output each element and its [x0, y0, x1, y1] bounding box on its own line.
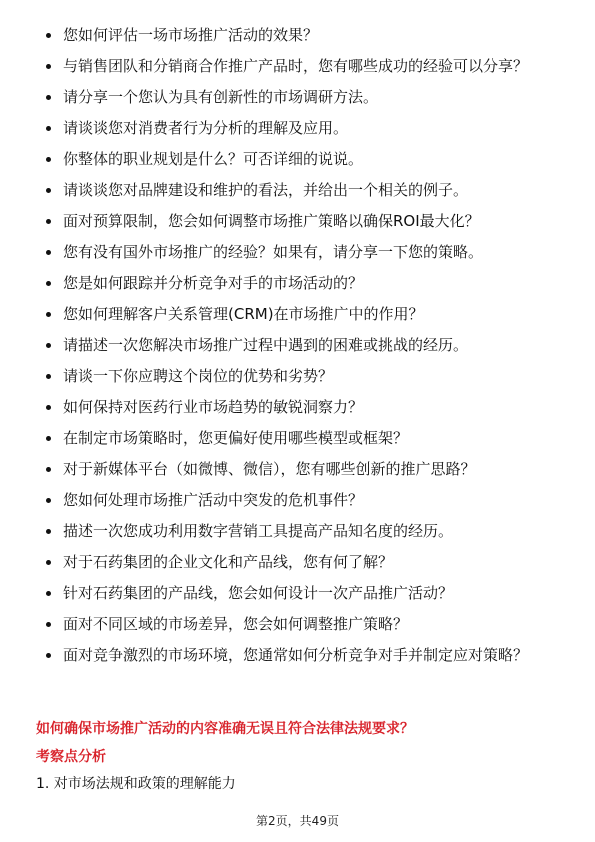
list-item	[0, 427, 595, 450]
bullet-icon	[46, 250, 51, 255]
bullet-icon	[46, 622, 51, 627]
bullet-icon	[46, 312, 51, 317]
list-item-text: 你整体的职业规划是什么？可否详细的说说。	[63, 150, 364, 168]
list-item-text: 您如何处理市场推广活动中突发的危机事件？	[63, 491, 364, 509]
bullet-icon	[46, 157, 51, 162]
list-item-text: 请谈谈您对品牌建设和维护的看法，并给出一个相关的例子。	[63, 181, 469, 199]
list-item	[0, 210, 595, 233]
list-item	[0, 551, 595, 574]
bullet-icon	[46, 374, 51, 379]
bullet-icon	[46, 467, 51, 472]
list-item	[0, 303, 595, 326]
list-item	[0, 520, 595, 543]
list-item-text: 请描述一次您解决市场推广过程中遇到的困难或挑战的经历。	[63, 336, 469, 354]
list-item-text: 面对竞争激烈的市场环境，您通常如何分析竞争对手并制定应对策略？	[63, 646, 529, 664]
list-item	[0, 179, 595, 202]
list-item-text: 您有没有国外市场推广的经验？如果有，请分享一下您的策略。	[63, 243, 484, 261]
list-item-text: 在制定市场策略时，您更偏好使用哪些模型或框架？	[63, 429, 409, 447]
bullet-icon	[46, 126, 51, 131]
section-heading: 考察点分析	[36, 749, 106, 765]
bullet-icon	[46, 281, 51, 286]
bullet-icon	[46, 64, 51, 69]
list-item	[0, 86, 595, 109]
question-list	[0, 24, 595, 675]
list-item	[0, 458, 595, 481]
list-item-text: 请分享一个您认为具有创新性的市场调研方法。	[63, 88, 379, 106]
list-item-text: 面对不同区域的市场差异，您会如何调整推广策略？	[63, 615, 409, 633]
bullet-icon	[46, 405, 51, 410]
bullet-icon	[46, 591, 51, 596]
list-item	[0, 117, 595, 140]
bullet-icon	[46, 498, 51, 503]
list-item	[0, 241, 595, 264]
list-item	[0, 24, 595, 47]
list-item-text: 您是如何跟踪并分析竞争对手的市场活动的？	[63, 274, 364, 292]
list-item	[0, 396, 595, 419]
question-heading: 如何确保市场推广活动的内容准确无误且符合法律法规要求？	[36, 721, 414, 737]
bullet-icon	[46, 188, 51, 193]
list-item	[0, 272, 595, 295]
list-item	[0, 55, 595, 78]
list-item	[0, 365, 595, 388]
list-item-text: 描述一次您成功利用数字营销工具提高产品知名度的经历。	[63, 522, 454, 540]
list-item	[0, 644, 595, 667]
list-item	[0, 489, 595, 512]
bullet-icon	[46, 343, 51, 348]
bullet-icon	[46, 560, 51, 565]
list-item-text: 您如何理解客户关系管理(CRM)在市场推广中的作用？	[63, 305, 424, 323]
list-item	[0, 148, 595, 171]
numbered-list-item: 1. 对市场法规和政策的理解能力	[36, 776, 236, 792]
list-item	[0, 582, 595, 605]
list-item-text: 对于石药集团的企业文化和产品线，您有何了解？	[63, 553, 394, 571]
bullet-icon	[46, 529, 51, 534]
bullet-icon	[46, 653, 51, 658]
list-item	[0, 334, 595, 357]
bullet-icon	[46, 33, 51, 38]
list-item-text: 请谈一下你应聘这个岗位的优势和劣势？	[63, 367, 334, 385]
bullet-icon	[46, 436, 51, 441]
list-item-text: 您如何评估一场市场推广活动的效果？	[63, 26, 319, 44]
list-item-text: 对于新媒体平台（如微博、微信），您有哪些创新的推广思路？	[63, 460, 476, 478]
bullet-icon	[46, 95, 51, 100]
list-item-text: 针对石药集团的产品线，您会如何设计一次产品推广活动？	[63, 584, 454, 602]
list-item-text: 如何保持对医药行业市场趋势的敏锐洞察力？	[63, 398, 364, 416]
list-item-text: 请谈谈您对消费者行为分析的理解及应用。	[63, 119, 349, 137]
list-item	[0, 613, 595, 636]
bullet-icon	[46, 219, 51, 224]
page-footer: 第2页，共49页	[256, 814, 339, 828]
list-item-text: 与销售团队和分销商合作推广产品时，您有哪些成功的经验可以分享？	[63, 57, 529, 75]
list-item-text: 面对预算限制，您会如何调整市场推广策略以确保ROI最大化？	[63, 212, 480, 230]
